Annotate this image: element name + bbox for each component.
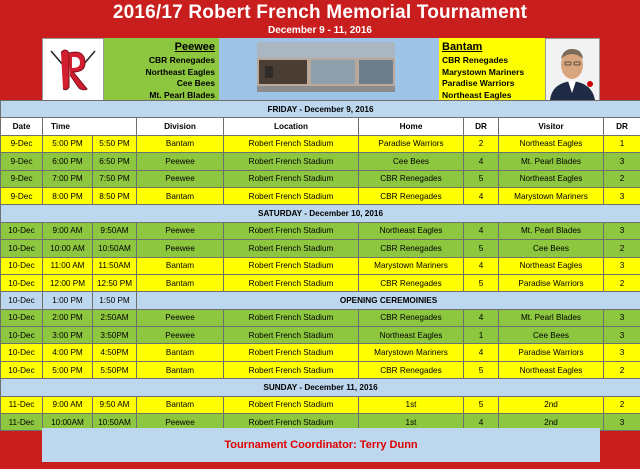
game-division: Peewee [137,222,224,239]
game-date: 9-Dec [1,153,43,170]
visitor-team: 2nd [499,396,604,413]
game-location: Robert French Stadium [224,344,359,361]
home-dr: 5 [464,274,499,291]
ceremony-label: OPENING CEREMOINIES [137,292,640,309]
visitor-team: Northeast Eagles [499,170,604,187]
game-row [1,309,640,326]
stadium-photo-icon [219,38,439,101]
game-division: Bantam [137,361,224,378]
game-division: Peewee [137,309,224,326]
schedule-table [0,100,640,431]
day-section-header [1,379,640,396]
game-start-time: 6:00 PM [43,153,93,170]
visitor-dr: 3 [604,344,640,361]
home-team: CBR Renegades [359,361,464,378]
home-team: CBR Renegades [359,187,464,204]
game-division: Bantam [137,135,224,152]
visitor-dr: 2 [604,361,640,378]
game-date: 9-Dec [1,170,43,187]
game-end-time: 5:50 PM [93,135,137,152]
day-section-title: FRIDAY - December 9, 2016 [1,101,640,118]
visitor-dr: 2 [604,170,640,187]
game-start-time: 4:00 PM [43,344,93,361]
game-start-time: 5:00 PM [43,135,93,152]
visitor-dr: 3 [604,222,640,239]
game-division: Peewee [137,327,224,344]
home-dr: 4 [464,222,499,239]
visitor-dr: 2 [604,274,640,291]
home-team: CBR Renegades [359,274,464,291]
tournament-dates: December 9 - 11, 2016 [268,25,372,36]
game-location: Robert French Stadium [224,187,359,204]
game-row [1,222,640,239]
day-section-title: SATURDAY - December 10, 2016 [1,205,640,222]
column-header: Location [224,118,359,135]
game-location: Robert French Stadium [224,327,359,344]
game-start-time: 10:00 AM [43,240,93,257]
column-header: Date [1,118,43,135]
visitor-dr: 3 [604,414,640,431]
peewee-team: CBR Renegades [148,55,215,65]
visitor-team: Cee Bees [499,240,604,257]
home-dr: 2 [464,135,499,152]
home-dr: 5 [464,361,499,378]
game-date: 10-Dec [1,222,43,239]
game-end-time: 9:50AM [93,222,137,239]
column-header: Visitor [499,118,604,135]
game-end-time: 10:50AM [93,414,137,431]
game-end-time: 3:50PM [93,327,137,344]
game-start-time: 2:00 PM [43,309,93,326]
game-location: Robert French Stadium [224,135,359,152]
game-division: Bantam [137,344,224,361]
game-date: 10-Dec [1,257,43,274]
game-end-time: 2:50AM [93,309,137,326]
bantam-team: Northeast Eagles [442,89,512,100]
visitor-team: Cee Bees [499,327,604,344]
game-end-time: 6:50 PM [93,153,137,170]
column-header: Division [137,118,224,135]
game-date: 10-Dec [1,274,43,291]
column-header: Time [43,118,137,135]
visitor-team: Northeast Eagles [499,257,604,274]
renegades-r-logo-icon [42,38,104,101]
home-dr: 5 [464,396,499,413]
visitor-team: Northeast Eagles [499,135,604,152]
visitor-dr: 3 [604,327,640,344]
home-team: 1st [359,396,464,413]
peewee-team: Northeast Eagles [145,66,215,77]
home-dr: 4 [464,344,499,361]
visitor-team: Mt. Pearl Blades [499,222,604,239]
game-start-time: 9:00 AM [43,222,93,239]
visitor-dr: 1 [604,135,640,152]
game-date: 10-Dec [1,240,43,257]
game-start-time: 12:00 PM [43,274,93,291]
home-team: Cee Bees [359,153,464,170]
game-location: Robert French Stadium [224,361,359,378]
game-date: 10-Dec [1,292,43,309]
game-location: Robert French Stadium [224,414,359,431]
home-dr: 4 [464,414,499,431]
game-row [1,170,640,187]
peewee-teams-panel [104,38,219,101]
home-team: Marystown Mariners [359,344,464,361]
game-row [1,187,640,204]
bantam-team: Marystown Mariners [442,66,525,77]
visitor-team: Northeast Eagles [499,361,604,378]
home-dr: 4 [464,153,499,170]
game-end-time: 9:50 AM [93,396,137,413]
bantam-team: Paradise Warriors [442,78,515,88]
game-location: Robert French Stadium [224,153,359,170]
game-start-time: 9:00 AM [43,396,93,413]
visitor-team: 2nd [499,414,604,431]
game-division: Peewee [137,153,224,170]
home-dr: 1 [464,327,499,344]
game-location: Robert French Stadium [224,222,359,239]
visitor-team: Paradise Warriors [499,274,604,291]
day-section-title: SUNDAY - December 11, 2016 [1,379,640,396]
game-division: Bantam [137,396,224,413]
game-division: Peewee [137,240,224,257]
game-row [1,361,640,378]
game-start-time: 8:00 PM [43,187,93,204]
visitor-dr: 2 [604,396,640,413]
game-row [1,135,640,152]
game-start-time: 3:00 PM [43,327,93,344]
tournament-coordinator: Tournament Coordinator: Terry Dunn [42,428,600,462]
game-division: Peewee [137,414,224,431]
home-dr: 5 [464,170,499,187]
game-date: 11-Dec [1,414,43,431]
game-end-time: 8:50 PM [93,187,137,204]
game-date: 9-Dec [1,187,43,204]
game-division: Bantam [137,257,224,274]
visitor-team: Mt. Pearl Blades [499,153,604,170]
column-header-row [1,118,640,135]
game-row [1,396,640,413]
game-row [1,274,640,291]
page-title: 2016/17 Robert French Memorial Tournament [112,2,528,23]
peewee-team: Mt. Pearl Blades [149,89,215,100]
bantam-team: CBR Renegades [442,55,509,65]
home-dr: 4 [464,309,499,326]
game-end-time: 1:50 PM [93,292,137,309]
game-row [1,344,640,361]
home-dr: 4 [464,257,499,274]
peewee-team: Cee Bees [176,78,215,88]
game-end-time: 10:50AM [93,240,137,257]
visitor-dr: 3 [604,257,640,274]
ceremony-row [1,292,640,309]
visitor-dr: 3 [604,309,640,326]
game-date: 11-Dec [1,396,43,413]
game-division: Bantam [137,274,224,291]
game-location: Robert French Stadium [224,274,359,291]
day-section-header [1,205,640,222]
game-date: 10-Dec [1,309,43,326]
game-division: Peewee [137,170,224,187]
game-end-time: 11:50AM [93,257,137,274]
game-end-time: 12:50 PM [93,274,137,291]
day-section-header [1,101,640,118]
game-location: Robert French Stadium [224,240,359,257]
visitor-team: Mt. Pearl Blades [499,309,604,326]
game-date: 10-Dec [1,361,43,378]
home-team: CBR Renegades [359,309,464,326]
column-header: Home [359,118,464,135]
visitor-team: Marystown Mariners [499,187,604,204]
visitor-dr: 2 [604,240,640,257]
game-date: 10-Dec [1,344,43,361]
game-location: Robert French Stadium [224,396,359,413]
visitor-team: Paradise Warriors [499,344,604,361]
game-row [1,327,640,344]
column-header: DR [464,118,499,135]
game-end-time: 7:50 PM [93,170,137,187]
game-row [1,257,640,274]
home-team: CBR Renegades [359,170,464,187]
game-division: Bantam [137,187,224,204]
game-start-time: 5:00 PM [43,361,93,378]
bantam-teams-panel [439,38,545,101]
home-team: Paradise Warriors [359,135,464,152]
game-start-time: 1:00 PM [43,292,93,309]
home-team: Northeast Eagles [359,327,464,344]
game-start-time: 10:00AM [43,414,93,431]
game-row [1,153,640,170]
visitor-dr: 3 [604,153,640,170]
game-location: Robert French Stadium [224,309,359,326]
game-start-time: 7:00 PM [43,170,93,187]
home-dr: 4 [464,187,499,204]
game-location: Robert French Stadium [224,257,359,274]
game-row [1,240,640,257]
column-header: DR [604,118,640,135]
bantam-heading: Bantam [442,41,483,53]
visitor-dr: 3 [604,187,640,204]
game-start-time: 11:00 AM [43,257,93,274]
game-end-time: 4:50PM [93,344,137,361]
game-date: 9-Dec [1,135,43,152]
game-location: Robert French Stadium [224,170,359,187]
game-end-time: 5:50PM [93,361,137,378]
home-team: 1st [359,414,464,431]
home-dr: 5 [464,240,499,257]
home-team: CBR Renegades [359,240,464,257]
home-team: Marystown Mariners [359,257,464,274]
peewee-heading: Peewee [174,41,215,53]
game-date: 10-Dec [1,327,43,344]
home-team: Northeast Eagles [359,222,464,239]
robert-french-portrait-icon [545,38,600,101]
